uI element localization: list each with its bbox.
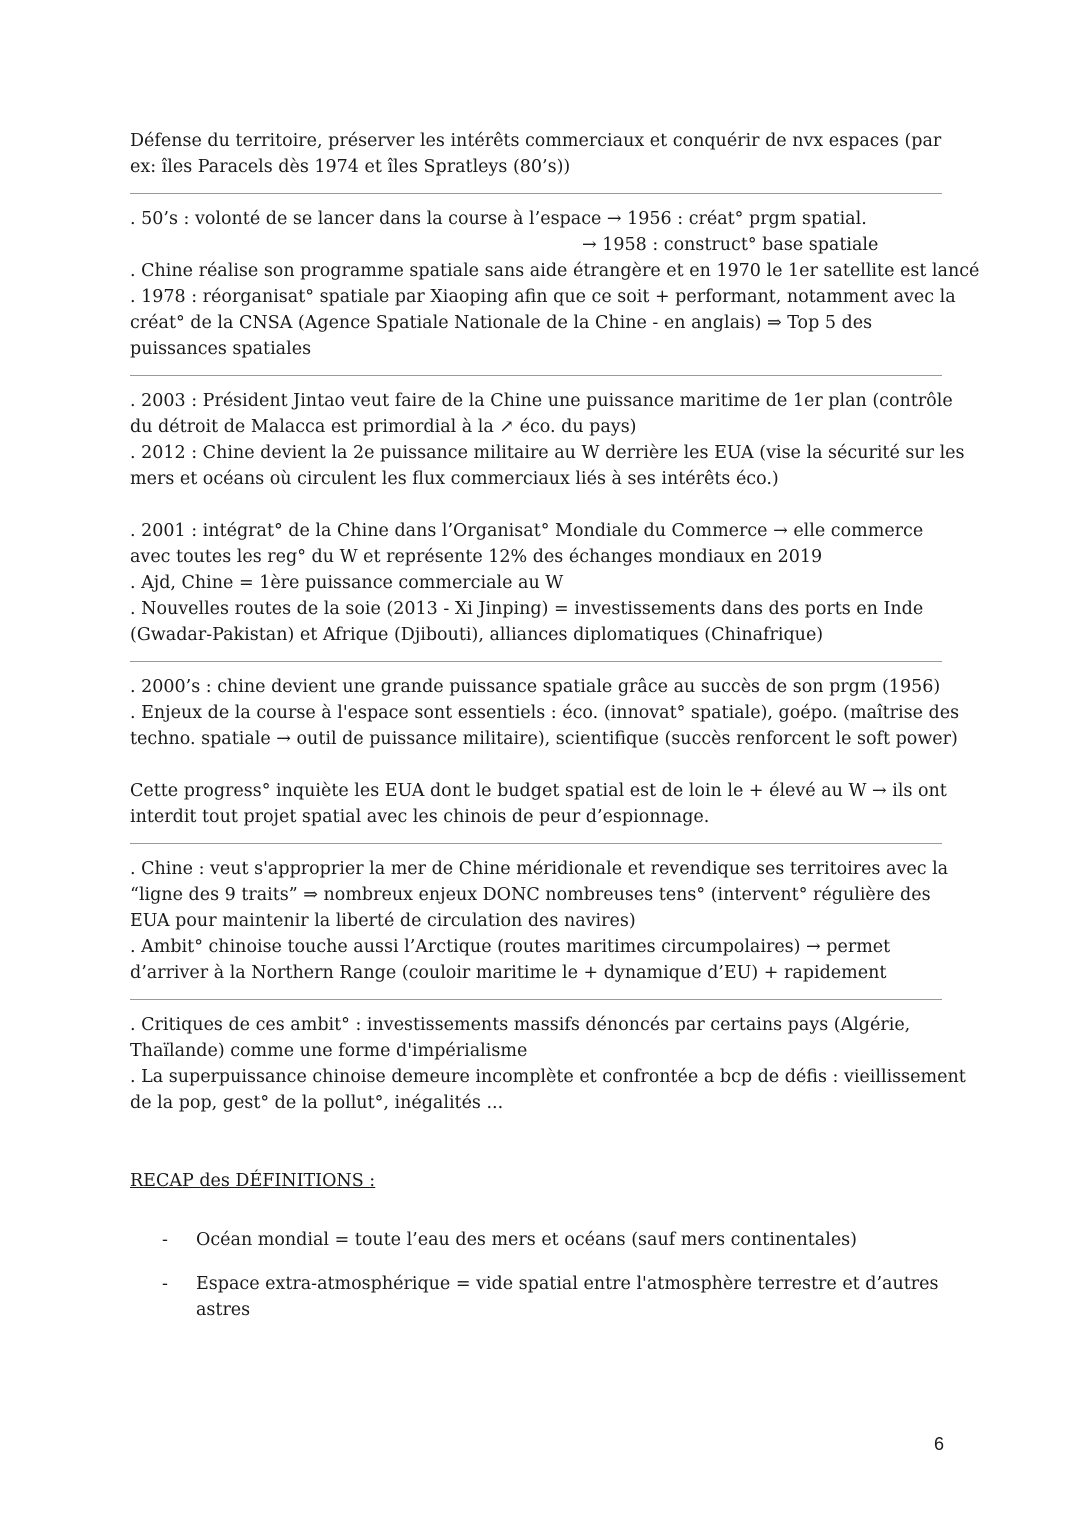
paragraph-south-china-sea [130,856,952,986]
text-line: . 2012 : Chine devient la 2e puissance militaire au W derrière les EUA (vise la sécurité sur les [130,443,965,463]
definition-text: Océan mondial = toute l’eau des mers et océans (sauf mers continentales) [196,1230,857,1250]
text-line: du détroit de Malacca est primordial à la ↗ éco. du pays) [130,417,637,437]
text-line: interdit tout projet spatial avec les chinois de peur d’espionnage. [130,807,710,827]
paragraph-commerce [130,518,952,648]
text-line: ex: îles Paracels dès 1974 et îles Spratleys (80’s)) [130,157,571,177]
text-line: EUA pour maintenir la liberté de circulation des navires) [130,911,636,931]
section-divider [130,193,942,194]
section-divider [130,661,942,662]
text-line: Défense du territoire, préserver les intérêts commerciaux et conquérir de nvx espaces (par [130,131,942,151]
text-line: Cette progress° inquiète les EUA dont le budget spatial est de loin le + élevé au W → ils ont [130,781,947,801]
section-divider [130,999,942,1000]
paragraph-gap [130,492,952,518]
text-line: . 2003 : Président Jintao veut faire de la Chine une puissance maritime de 1er plan (contrôle [130,391,953,411]
text-line: . 50’s : volonté de se lancer dans la course à l’espace → 1956 : créat° prgm spatial. [130,209,867,229]
text-line: . 2001 : intégrat° de la Chine dans l’Organisat° Mondiale du Commerce → elle commerce [130,521,924,541]
paragraph-gap [130,752,952,778]
definition-text: Espace extra-atmosphérique = vide spatial entre l'atmosphère terrestre et d’autres [196,1274,939,1294]
paragraph-usa-concern [130,778,952,830]
text-line: “ligne des 9 traits” ⇒ nombreux enjeux DONC nombreuses tens° (intervent° régulière des [130,885,931,905]
definitions-list [130,1227,952,1323]
text-line: . Chine : veut s'approprier la mer de Chine méridionale et revendique ses territoires avec la [130,859,949,879]
section-divider [130,375,942,376]
text-line: d’arriver à la Northern Range (couloir maritime le + dynamique d’EU) + rapidement [130,963,887,983]
definition-item [130,1271,952,1323]
text-line: . Enjeux de la course à l'espace sont essentiels : éco. (innovat° spatiale), goépo. (maîtrise des [130,703,960,723]
text-line: mers et océans où circulent les flux commerciaux liés à ses intérêts éco.) [130,469,779,489]
paragraph-maritime-power [130,388,965,492]
paragraph-space-power [130,674,960,752]
list-bullet: - [162,1274,168,1294]
text-line: . Critiques de ces ambit° : investissements massifs dénoncés par certains pays (Algérie, [130,1015,911,1035]
text-line: . Chine réalise son programme spatiale sans aide étrangère et en 1970 le 1er satellite est lancé [130,261,980,281]
text-line: . Ajd, Chine = 1ère puissance commerciale au W [130,573,564,593]
text-line: techno. spatiale → outil de puissance militaire), scientifique (succès renforcent le soft power) [130,729,958,749]
text-line: . Nouvelles routes de la soie (2013 - Xi Jinping) = investissements dans des ports en Inde [130,599,924,619]
recap-heading: RECAP des DÉFINITIONS : [130,1171,376,1191]
text-line: créat° de la CNSA (Agence Spatiale Nationale de la Chine - en anglais) ⇒ Top 5 des [130,313,873,333]
paragraph-defense [130,128,952,180]
definition-item [130,1227,952,1253]
paragraph-critiques [130,1012,966,1116]
list-bullet: - [162,1230,168,1250]
text-line: . Ambit° chinoise touche aussi l’Arctique (routes maritimes circumpolaires) → permet [130,937,891,957]
document-page [130,128,980,1341]
text-line: (Gwadar-Pakistan) et Afrique (Djibouti), alliances diplomatiques (Chinafrique) [130,625,824,645]
text-line: Thaïlande) comme une forme d'impérialisme [130,1041,528,1061]
text-line: avec toutes les reg° du W et représente 12% des échanges mondiaux en 2019 [130,547,823,567]
text-line: de la pop, gest° de la pollut°, inégalités ... [130,1093,504,1113]
section-divider [130,843,942,844]
text-line: . 2000’s : chine devient une grande puissance spatiale grâce au succès de son prgm (1956) [130,677,941,697]
text-line: . 1978 : réorganisat° spatiale par Xiaoping afin que ce soit + performant, notamment avec la [130,287,956,307]
text-line: . La superpuissance chinoise demeure incomplète et confrontée a bcp de défis : vieillissement [130,1067,966,1087]
page-number: 6 [934,1434,945,1454]
text-line: → 1958 : construct° base spatiale [582,235,879,255]
definition-text: astres [196,1300,251,1320]
text-line: puissances spatiales [130,339,312,359]
paragraph-space-program [130,206,980,362]
